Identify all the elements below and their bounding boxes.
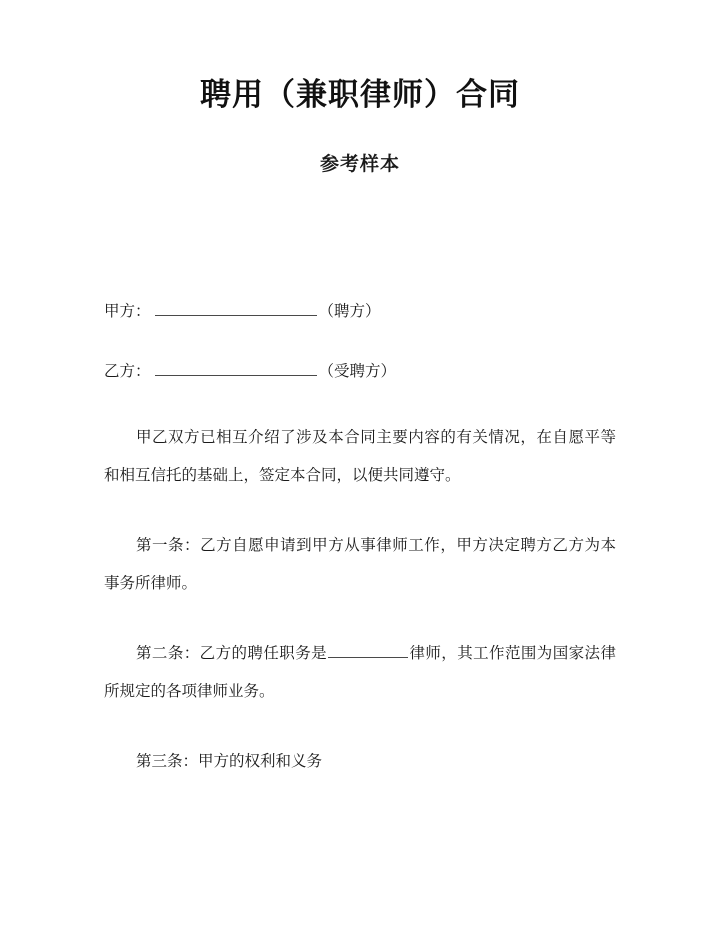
article-two-paragraph: [104, 634, 616, 710]
party-a-blank-field[interactable]: [155, 300, 317, 316]
article-two-position-blank-field[interactable]: [328, 643, 408, 658]
article-two-text-before-blank: 第二条：乙方的聘任职务是: [136, 644, 328, 662]
party-b-role: （受聘方）: [318, 362, 397, 380]
document-body: [104, 300, 616, 780]
section-spacer: [104, 602, 616, 634]
section-spacer: [104, 494, 616, 526]
party-a-role: （聘方）: [318, 302, 381, 320]
party-b-label: 乙方：: [104, 362, 151, 380]
party-b-blank-field[interactable]: [155, 360, 317, 376]
section-spacer: [104, 710, 616, 742]
party-line-a: [104, 300, 616, 322]
party-line-b: [104, 360, 616, 382]
article-three-paragraph: 第三条：甲方的权利和义务: [136, 752, 323, 770]
article-one-paragraph: 第一条：乙方自愿申请到甲方从事律师工作，甲方决定聘方乙方为本事务所律师。: [104, 536, 616, 592]
party-a-label: 甲方：: [104, 302, 151, 320]
article-two-text-after-blank: 律师，其工作范围为国家法律所规定的各项律师业务。: [104, 644, 616, 700]
page-title: 聘用（兼职律师）合同: [200, 77, 520, 113]
document-subtitle: 参考样本: [319, 153, 400, 175]
section-spacer: [104, 382, 616, 418]
party-spacer: [104, 322, 616, 360]
preamble-paragraph: 甲乙双方已相互介绍了涉及本合同主要内容的有关情况，在自愿平等和相互信托的基础上，签定本合同，以便共同遵守。: [104, 428, 616, 484]
